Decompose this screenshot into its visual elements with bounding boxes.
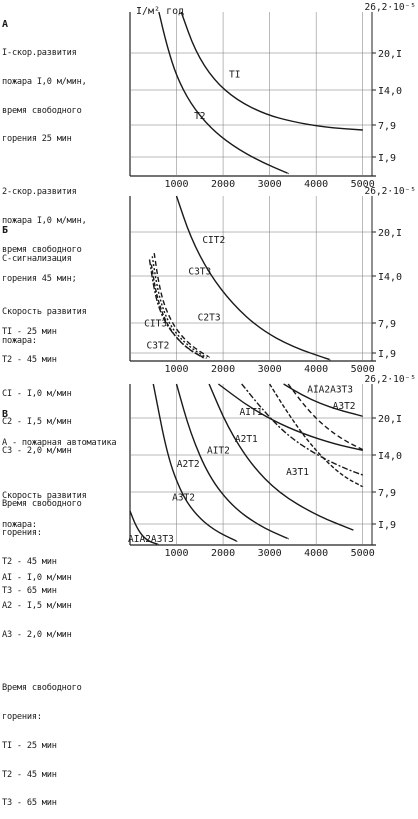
panel-c-x-tick-label: 2000 <box>211 548 236 557</box>
panel-a-desc-line: I-скор.развития <box>2 47 77 58</box>
panel-a-y-tick-label: I4,0 <box>378 86 403 97</box>
panel-a-y-tick-label: I,9 <box>378 153 397 164</box>
panel-a-series-label: TI <box>228 69 241 81</box>
panel-c-y-tick-label: 20,I <box>378 414 403 425</box>
panel-c-desc-line: AI - I,0 м/мин <box>2 572 72 583</box>
panel-c-series-label: A3T1 <box>286 467 309 479</box>
panel-a-letter: А <box>2 19 8 31</box>
panel-b-y-tick-label: 20,I <box>378 228 403 239</box>
panel-c-desc-line: T2 - 45 мин <box>2 769 57 780</box>
panel-c-letter: В <box>2 409 8 421</box>
panel-a-y-tick-label: 20,I <box>378 49 403 60</box>
panel-a-right-axis-label: 26,2·10⁻⁵ <box>364 2 416 13</box>
panel-c-y-tick-label: I4,0 <box>378 451 403 462</box>
panel-b-desc-line: CI - I,0 м/мин <box>2 388 72 399</box>
panel-a-desc-line: TI - 25 мин <box>2 326 57 337</box>
panel-b-desc-line: C2 - I,5 м/мин <box>2 417 72 428</box>
panel-a-desc-line: 2-скор.развития <box>2 187 77 198</box>
panel-a-desc-line: время свободного <box>2 105 82 116</box>
panel-b-desc-line: T2 - 45 мин <box>2 556 57 567</box>
panel-c-y-tick-label: 7,9 <box>378 488 397 499</box>
panel-b-series-label: CIT3 <box>144 318 168 330</box>
panel-a-desc-line: пожара I,0 м/мин, <box>2 216 87 227</box>
panel-b-right-axis-label: 26,2·10⁻⁵ <box>364 186 416 197</box>
panel-b-series-label: CIT2 <box>202 234 226 246</box>
panel-b-series-label: C2T3 <box>197 312 221 324</box>
panel-a-x-tick-label: 1000 <box>164 179 189 190</box>
panel-b-series-label: C3T3 <box>188 266 212 278</box>
panel-b-y-tick-label: 7,9 <box>378 319 397 330</box>
panel-c-series-label: A2T1 <box>234 434 258 446</box>
panel-c-desc-line: T3 - 65 мин <box>2 798 57 809</box>
panel-b-desc-line: C3 - 2,0 м/мин <box>2 446 72 457</box>
panel-c-series-label: A3T2 <box>172 492 195 504</box>
panel-c-desc-line: пожара: <box>2 519 37 530</box>
panel-b-x-tick-label: 3000 <box>257 364 282 375</box>
panel-c-series-a2t1 <box>239 384 363 475</box>
panel-b-desc-line: горения: <box>2 528 42 538</box>
panel-a-desc-line: горения 25 мин <box>2 134 72 145</box>
panel-c-x-tick-label: 1000 <box>164 548 189 557</box>
panel-b-x-tick-label: 4000 <box>304 364 329 375</box>
panel-a-desc-line: горения 45 мин; <box>2 273 77 284</box>
panel-a-y-tick-label: 7,9 <box>378 121 397 132</box>
panel-c-desc-line: TI - 25 мин <box>2 740 57 751</box>
panel-a-desc-line: пожара I,0 м/мин, <box>2 76 87 87</box>
panel-a-x-tick-label: 5000 <box>350 179 375 190</box>
panel-b-y-tick-label: I4,0 <box>378 272 403 283</box>
panel-a-x-tick-label: 2000 <box>211 179 236 190</box>
panel-c-series-label: AIA2A3T3 <box>128 533 174 545</box>
panel-c-title: А - пожарная автоматика <box>2 437 117 448</box>
panel-b-letter: Б <box>2 225 8 237</box>
panel-b-desc-line: Скорость развития <box>2 306 87 317</box>
panel-c-desc-line: Скорость развития <box>2 490 87 501</box>
panel-a-y-axis-label: I/м² год <box>136 6 185 17</box>
panel-b-x-tick-label: 5000 <box>350 364 375 375</box>
panel-c-desc-line: горения: <box>2 712 42 722</box>
panel-b-x-tick-label: 1000 <box>164 364 189 375</box>
panel-b-desc-line: Время свободного <box>2 499 82 510</box>
panel-c-desc-line: A3 - 2,0 м/мин <box>2 630 72 641</box>
panel-b-title: С-сигнализация <box>2 253 72 264</box>
panel-a-x-tick-label: 3000 <box>257 179 282 190</box>
panel-c-series-label: AIA2A3T3 <box>307 384 353 396</box>
panel-c-x-tick-label: 3000 <box>257 548 282 557</box>
panel-c-series-label: A3T2 <box>332 400 356 412</box>
panel-c-desc-line: A2 - I,5 м/мин <box>2 601 72 612</box>
panel-a-series-t2 <box>159 12 288 174</box>
panel-b-x-tick-label: 2000 <box>211 364 236 375</box>
panel-c-y-tick-label: I,9 <box>378 520 397 531</box>
panel-c-series-label: AIT1 <box>239 406 263 418</box>
panel-a-desc-line: T2 - 45 мин <box>2 355 57 366</box>
panel-a-desc-line: время свободного <box>2 244 82 255</box>
panel-c-series-label: AIT2 <box>206 445 230 457</box>
panel-c-right-axis-label: 26,2·10⁻⁵ <box>364 374 416 385</box>
panel-c-x-tick-label: 5000 <box>350 548 375 557</box>
panel-b-desc-line: T3 - 65 мин <box>2 585 57 596</box>
panel-c-desc-line: Время свободного <box>2 683 82 694</box>
panel-a-series-label: T2 <box>194 111 206 123</box>
panel-b-y-tick-label: I,9 <box>378 349 397 360</box>
panel-a-series-ti <box>181 12 363 130</box>
panel-b-series-cit2 <box>177 196 331 360</box>
panel-b-series-label: C3T2 <box>146 340 170 352</box>
panel-c-x-tick-label: 4000 <box>304 548 329 557</box>
panel-c-series-label: A2T2 <box>176 458 200 470</box>
panel-b-desc-line: пожара: <box>2 335 37 346</box>
panel-a-x-tick-label: 4000 <box>304 179 329 190</box>
